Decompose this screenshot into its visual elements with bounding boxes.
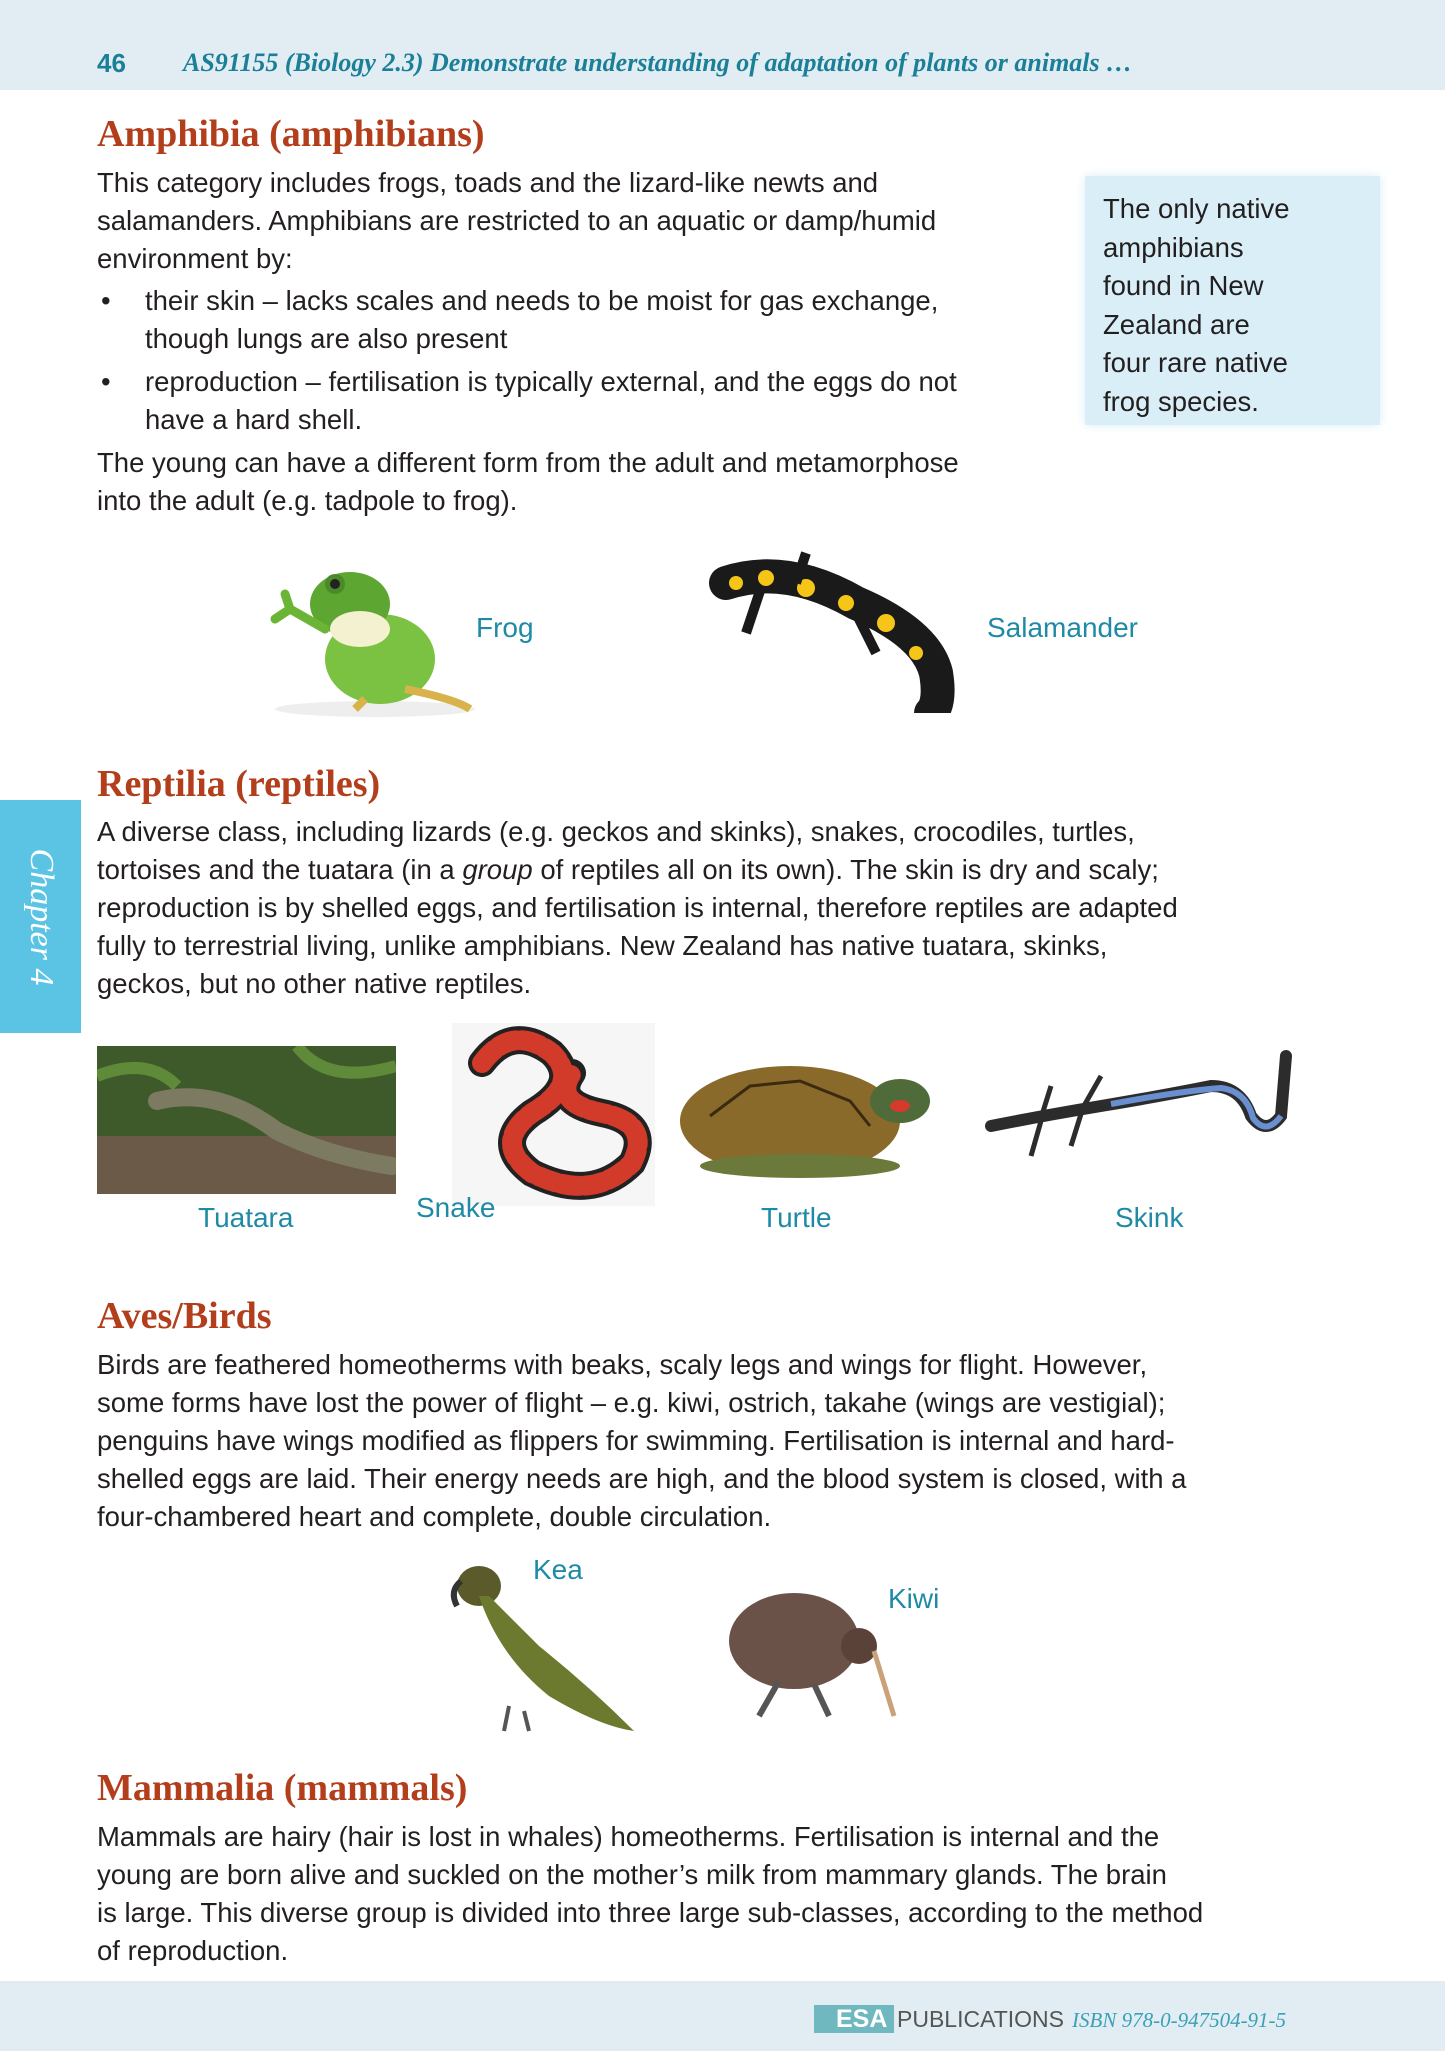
- skink-caption: Skink: [1115, 1202, 1184, 1233]
- kiwi-caption: Kiwi: [888, 1583, 940, 1614]
- aves-body: [97, 1346, 1186, 1536]
- text-line: four rare native: [1103, 347, 1288, 378]
- text-line: into the adult (e.g. tadpole to frog).: [97, 485, 518, 516]
- text-line: reproduction is by shelled eggs, and fertilisation is internal, therefore reptiles are adapted: [97, 892, 1178, 923]
- text-line: though lungs are also present: [145, 323, 508, 354]
- snake-image: [452, 1023, 655, 1206]
- side-note: [1085, 176, 1380, 425]
- text-line: reproduction – fertilisation is typically external, and the eggs do not: [145, 366, 957, 397]
- text-line: The young can have a different form from the adult and metamorphose: [97, 447, 959, 478]
- frog-image: [255, 549, 485, 719]
- reptilia-body: [97, 813, 1178, 1003]
- bullet-item: [97, 282, 938, 358]
- kea-caption: Kea: [533, 1554, 583, 1585]
- page-number: 46: [97, 48, 126, 78]
- heading-reptilia: Reptilia (reptiles): [97, 763, 381, 805]
- publisher-name: PUBLICATIONS: [897, 2006, 1064, 2032]
- snake-caption: Snake: [416, 1192, 496, 1223]
- bullet-item: [97, 363, 957, 439]
- text-line: of reproduction.: [97, 1935, 289, 1966]
- emphasis: group: [462, 854, 533, 885]
- logo-text: ESA: [836, 2005, 888, 2033]
- heading-mammalia: Mammalia (mammals): [97, 1767, 468, 1809]
- text-line: fully to terrestrial living, unlike amphibians. New Zealand has native tuatara, skinks,: [97, 930, 1108, 961]
- text-line: some forms have lost the power of flight – e.g. kiwi, ostrich, takahe (wings are vestigial);: [97, 1387, 1166, 1418]
- amphibia-intro: [97, 164, 936, 278]
- text-line: Mammals are hairy (hair is lost in whales) homeotherms. Fertilisation is internal and the: [97, 1821, 1160, 1852]
- mammalia-body: [97, 1818, 1203, 1970]
- text-line: frog species.: [1103, 385, 1259, 417]
- salamander-caption: Salamander: [987, 612, 1138, 643]
- text-line: shelled eggs are laid. Their energy needs are high, and the blood system is closed, with a: [97, 1463, 1187, 1494]
- text-line: environment by:: [97, 243, 293, 274]
- text-line: geckos, but no other native reptiles.: [97, 968, 532, 999]
- text-line: salamanders. Amphibians are restricted to an aquatic or damp/humid: [97, 205, 937, 236]
- chapter-label: Chapter 4: [22, 848, 60, 985]
- text-line: is large. This diverse group is divided into three large sub-classes, according to the method: [97, 1897, 1204, 1928]
- turtle-caption: Turtle: [761, 1202, 832, 1233]
- skink-image: [981, 1046, 1295, 1196]
- running-title: AS91155 (Biology 2.3) Demonstrate understanding of adaptation of plants or animals …: [183, 48, 1133, 77]
- text-line: young are born alive and suckled on the mother’s milk from mammary glands. The brain: [97, 1859, 1167, 1890]
- text-line: A diverse class, including lizards (e.g. geckos and skinks), snakes, crocodiles, turtles,: [97, 816, 1135, 847]
- tuatara-caption: Tuatara: [198, 1202, 294, 1233]
- kiwi-image: [719, 1576, 902, 1726]
- tuatara-image: [97, 1046, 396, 1194]
- text-line: have a hard shell.: [145, 404, 363, 435]
- text-line: found in New: [1103, 270, 1264, 301]
- text-fragment: of reptiles all on its own). The skin is dry and scaly;: [532, 854, 1159, 885]
- turtle-image: [670, 1046, 942, 1183]
- frog-caption: Frog: [476, 612, 534, 643]
- esa-logo: [814, 2005, 894, 2033]
- text-line: [97, 851, 1178, 889]
- text-fragment: tortoises and the tuatara (in a: [97, 854, 463, 885]
- isbn: ISBN 978-0-947504-91-5: [1072, 2008, 1287, 2032]
- text-line: Birds are feathered homeotherms with beaks, scaly legs and wings for flight. However,: [97, 1349, 1148, 1380]
- text-line: Zealand are: [1103, 308, 1250, 340]
- text-line: their skin – lacks scales and needs to be moist for gas exchange,: [145, 285, 939, 316]
- page-header: [0, 0, 1445, 90]
- text-line: four-chambered heart and complete, double circulation.: [97, 1501, 772, 1532]
- amphibia-outro: [97, 444, 959, 520]
- text-line: penguins have wings modified as flippers for swimming. Fertilisation is internal and hard-: [97, 1425, 1175, 1456]
- heading-amphibia: Amphibia (amphibians): [97, 113, 485, 155]
- text-line: amphibians: [1103, 231, 1244, 263]
- salamander-image: [706, 543, 961, 713]
- bullet-icon: •: [101, 285, 111, 316]
- heading-aves: Aves/Birds: [97, 1295, 272, 1337]
- chapter-tab[interactable]: [0, 800, 81, 1033]
- text-line: The only native: [1103, 193, 1290, 224]
- text-line: This category includes frogs, toads and the lizard-like newts and: [97, 167, 879, 198]
- bullet-icon: •: [101, 366, 111, 397]
